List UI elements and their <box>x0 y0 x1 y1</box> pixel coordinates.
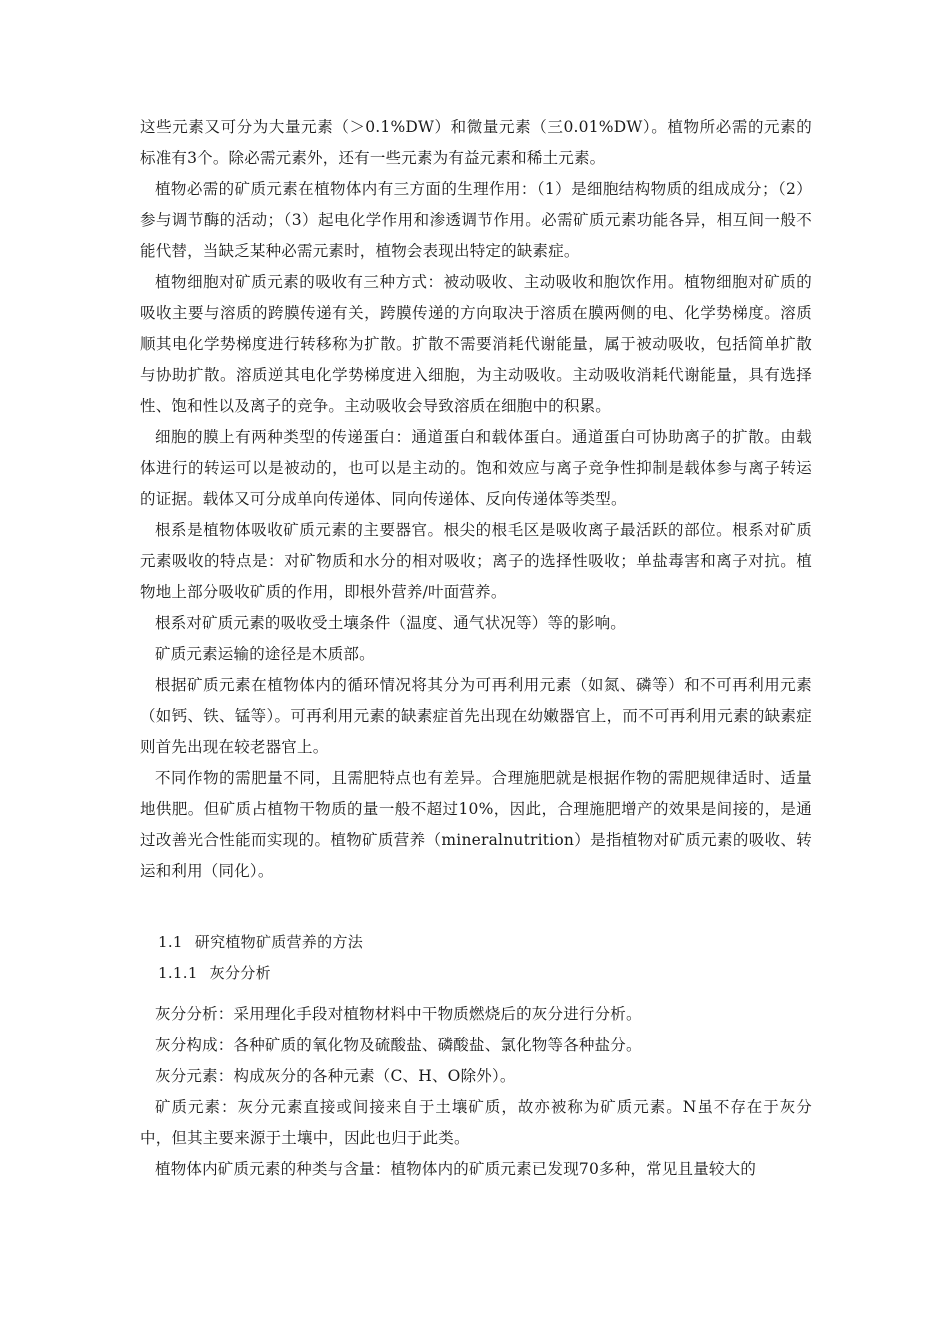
paragraph-ash-composition: 灰分构成：各种矿质的氧化物及硫酸盐、磷酸盐、氯化物等各种盐分。 <box>155 1036 642 1054</box>
paragraph-ash-analysis: 灰分分析：采用理化手段对植物材料中干物质燃烧后的灰分进行分析。 <box>155 1005 642 1023</box>
paragraph-soil-conditions: 根系对矿质元素的吸收受土壤条件（温度、通气状况等）等的影响。 <box>155 614 627 632</box>
paragraph-element-types: 植物体内矿质元素的种类与含量：植物体内的矿质元素已发现70多种，常见且量较大的 <box>155 1160 757 1178</box>
paragraph-root-absorption: 根系是植物体吸收矿质元素的主要器官。根尖的根毛区是吸收离子最活跃的部位。根系对矿质元素吸收的特点是：对矿物质和水分的相对吸收；离子的选择性吸收；单盐毒害和离子对抗。植物地上部分吸收矿质的作用，即根外营养/叶面营养。 <box>140 521 812 601</box>
section-title: 研究植物矿质营养的方法 <box>194 933 364 951</box>
paragraph-fertilization: 不同作物的需肥量不同，且需肥特点也有差异。合理施肥就是根据作物的需肥规律适时、适量地供肥。但矿质占植物干物质的量一般不超过10%，因此，合理施肥增产的效果是间接的，是通过改善光合性能而实现的。植物矿质营养（mineralnutrition）是指植物对矿质元素的吸收、转运和利用（同化）。 <box>140 769 812 880</box>
subsection-number: 1.1.1 <box>158 964 198 982</box>
section-heading <box>140 927 812 958</box>
paragraph-ash-elements: 灰分元素：构成灰分的各种元素（C、H、O除外）。 <box>155 1067 516 1085</box>
paragraph-xylem-transport: 矿质元素运输的途径是木质部。 <box>155 645 375 663</box>
section-number: 1.1 <box>158 933 183 951</box>
subsection-gap <box>140 989 812 999</box>
paragraph-element-classes: 这些元素又可分为大量元素（＞0.1%DW）和微量元素（三0.01%DW）。植物所必需的元素的标准有3个。除必需元素外，还有一些元素为有益元素和稀土元素。 <box>140 118 812 167</box>
paragraph-mineral-elements: 矿质元素：灰分元素直接或间接来自于土壤矿质，故亦被称为矿质元素。N虽不存在于灰分中，但其主要来源于土壤中，因此也归于此类。 <box>140 1098 812 1147</box>
paragraph-reusable-elements: 根据矿质元素在植物体内的循环情况将其分为可再利用元素（如氮、磷等）和不可再利用元素（如钙、铁、锰等）。可再利用元素的缺素症首先出现在幼嫩器官上，而不可再利用元素的缺素症则首先出现在较老器官上。 <box>140 676 812 756</box>
paragraph-absorption-modes: 植物细胞对矿质元素的吸收有三种方式：被动吸收、主动吸收和胞饮作用。植物细胞对矿质的吸收主要与溶质的跨膜传递有关，跨膜传递的方向取决于溶质在膜两侧的电、化学势梯度。溶质顺其电化学势梯度进行转移称为扩散。扩散不需要消耗代谢能量，属于被动吸收，包括简单扩散与协助扩散。溶质逆其电化学势梯度进入细胞，为主动吸收。主动吸收消耗代谢能量，具有选择性、饱和性以及离子的竞争。主动吸收会导致溶质在细胞中的积累。 <box>140 273 812 415</box>
subsection-title: 灰分分析 <box>209 964 271 982</box>
paragraph-transport-proteins: 细胞的膜上有两种类型的传递蛋白：通道蛋白和载体蛋白。通道蛋白可协助离子的扩散。由载体进行的转运可以是被动的，也可以是主动的。饱和效应与离子竞争性抑制是载体参与离子转运的证据。载体又可分成单向传递体、同向传递体、反向传递体等类型。 <box>140 428 812 508</box>
paragraph-physiological-roles: 植物必需的矿质元素在植物体内有三方面的生理作用：（1）是细胞结构物质的组成成分；（2）参与调节酶的活动；（3）起电化学作用和渗透调节作用。必需矿质元素功能各异，相互间一般不能代替，当缺乏某种必需元素时，植物会表现出特定的缺素症。 <box>140 180 812 260</box>
subsection-heading <box>140 958 812 989</box>
section-gap <box>140 887 812 927</box>
document-page <box>140 112 812 1185</box>
